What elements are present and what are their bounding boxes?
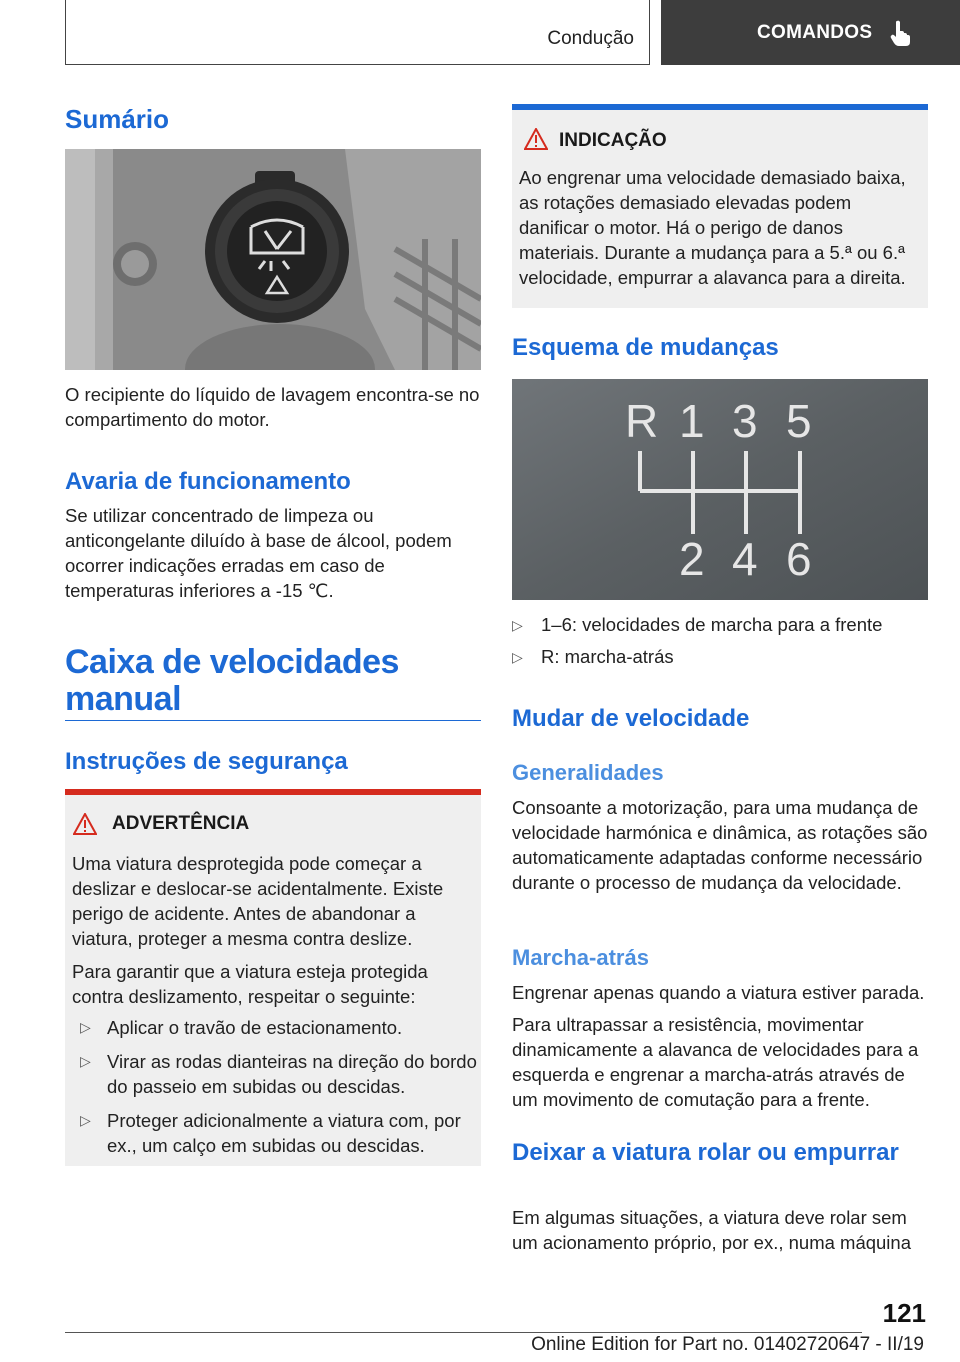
- general-heading: Generalidades: [512, 760, 664, 785]
- header-separator: [649, 0, 650, 65]
- page-number: 121: [882, 1298, 926, 1328]
- triangle-bullet-icon: ▷: [512, 617, 523, 633]
- header-chapter-tab[interactable]: [661, 0, 960, 65]
- note-box: [512, 104, 928, 308]
- gear-label: 2: [679, 533, 705, 585]
- gear-label: 5: [786, 395, 812, 447]
- triangle-bullet-icon: ▷: [80, 1019, 91, 1035]
- triangle-bullet-icon: ▷: [80, 1112, 91, 1128]
- header-chapter-label: COMANDOS: [757, 21, 873, 43]
- warning-triangle-icon: [524, 128, 548, 150]
- summary-text: O recipiente do líquido de lavagem encontra-se no compartimento do motor.: [65, 384, 480, 430]
- pointing-hand-icon: [890, 20, 912, 46]
- triangle-bullet-icon: ▷: [512, 649, 523, 665]
- malfunction-heading: Avaria de funcionamento: [65, 468, 351, 495]
- shift-pattern-image: [512, 379, 928, 600]
- summary-heading: Sumário: [65, 104, 170, 134]
- gear-label: R: [625, 395, 659, 447]
- malfunction-text: Se utilizar concentrado de limpeza ou anticongelante diluído à base de álcool, podem ocorrer indicações erradas em caso de temperaturas inferiores a -15 ℃.: [65, 505, 452, 601]
- safety-heading: Instruções de segurança: [65, 748, 348, 775]
- change-gear-heading: Mudar de velocidade: [512, 705, 750, 732]
- footer-edition: Online Edition for Part no. 01402720647 - II/19: [531, 1334, 924, 1355]
- chapter-heading: Caixa de velocidades manual: [65, 643, 399, 718]
- footer-rule: [65, 1332, 862, 1333]
- gear-label: 1: [679, 395, 705, 447]
- note-label: INDICAÇÃO: [559, 130, 667, 151]
- triangle-bullet-icon: ▷: [80, 1053, 91, 1069]
- header-rule-bottom: [65, 64, 649, 65]
- warning-triangle-icon: [73, 813, 97, 835]
- warning-bar: [65, 789, 481, 795]
- roll-push-text: Em algumas situações, a viatura deve rolar sem um acionamento próprio, por ex., numa máquina: [512, 1207, 911, 1253]
- header-section-title: Condução: [547, 28, 634, 49]
- reverse-text-1: Engrenar apenas quando a viatura estiver parada.: [512, 982, 925, 1003]
- note-text: Ao engrenar uma velocidade demasiado baixa, as rotações demasiado elevadas podem danificar o motor. Há o perigo de danos materiais. Durante a mudança para a 5.ª ou 6.ª velocidade, empurrar a alavanca para a direita.: [519, 167, 906, 288]
- chapter-underline: [65, 720, 481, 721]
- note-bar: [512, 104, 928, 110]
- warning-text-2: Para garantir que a viatura esteja protegida contra deslizamento, respeitar o seguinte:: [72, 961, 428, 1007]
- general-text: Consoante a motorização, para uma mudança de velocidade harmónica e dinâmica, as rotações são automaticamente adaptadas conforme necessário durante o processo de mudança da velocidade.: [512, 797, 928, 893]
- washer-reservoir-image: [65, 149, 481, 370]
- gear-label: 3: [732, 395, 758, 447]
- gear-label: 4: [732, 533, 758, 585]
- shift-pattern-heading: Esquema de mudanças: [512, 334, 779, 361]
- warning-text-1: Uma viatura desprotegida pode começar a deslizar e deslocar-se acidentalmente. Existe perigo de acidente. Antes de abandonar a viatura, proteger a mesma contra deslize.: [72, 853, 444, 949]
- gear-label: 6: [786, 533, 812, 585]
- warning-box: ADVERTÊNCIA Uma viatura desprotegida pode começar a deslizar e deslocar-se acidentalmente. Existe perigo de acidente. Antes de abandonar a viatura, proteger a mesma contra deslize. Para garantir que a viatura esteja protegida contra deslizamento, respeitar o seguinte: ▷ Aplicar o travão de estacionamento. ▷ Virar as rodas dianteiras na direção do bordo do passeio em subidas ou descidas. ▷ Proteger adicionalmente a viatura com, por ex., um calço em subidas ou descidas.: [65, 789, 481, 1166]
- header-rule-left: [65, 0, 66, 65]
- reverse-heading: Marcha-atrás: [512, 945, 649, 970]
- warning-label: ADVERTÊNCIA: [112, 813, 250, 834]
- roll-push-heading: Deixar a viatura rolar ou empurrar: [512, 1139, 899, 1166]
- reverse-text-2: Para ultrapassar a resistência, movimentar dinamicamente a alavanca de velocidades para a esquerda e engrenar a marcha-atrás através de um movimento de comutação para a frente.: [512, 1014, 919, 1110]
